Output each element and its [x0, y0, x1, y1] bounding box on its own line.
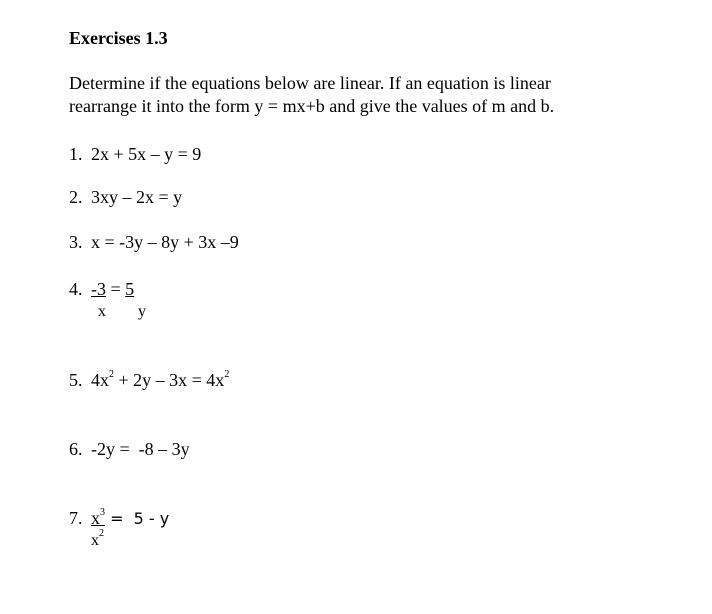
exponent: 2 [99, 528, 104, 539]
denominator-left: x [98, 303, 106, 320]
numerator-left: -3 [91, 279, 106, 299]
exponent: 2 [109, 369, 114, 380]
page-title: Exercises 1.3 [69, 28, 168, 48]
instructions-line-1: Determine if the equations below are linear. If an equation is linear [69, 73, 551, 93]
term: 4x [91, 370, 109, 390]
exercise-7 [69, 508, 169, 529]
exercise-number: 7. [69, 508, 83, 528]
numerator [91, 508, 105, 528]
equation: -2y = -8 – 3y [91, 439, 190, 459]
exercise-5 [69, 370, 229, 391]
exercise-number: 2. [69, 187, 83, 207]
equation-rest: + 2y – 3x = 4x [114, 370, 225, 390]
exponent: 3 [100, 507, 105, 518]
instructions-line-2: rearrange it into the form y = mx+b and give the values of m and b. [69, 96, 555, 116]
numerator-base: x [91, 508, 100, 528]
exercise-2 [69, 187, 182, 208]
exercise-3 [69, 232, 239, 253]
exercise-number: 6. [69, 439, 83, 459]
denominator [91, 528, 104, 550]
exponent: 2 [224, 369, 230, 380]
equation: 3xy – 2x = y [91, 187, 183, 207]
denominator-right: y [138, 303, 146, 320]
equation: x = -3y – 8y + 3x –9 [91, 232, 239, 252]
equation-rest: = 5 - y [105, 509, 170, 528]
numerator-right: 5 [125, 279, 135, 299]
exercise-6 [69, 439, 190, 460]
exercise-number: 1. [69, 144, 83, 164]
exercise-4 [69, 279, 134, 300]
exercise-number: 4. [69, 279, 83, 299]
exercise-1 [69, 144, 201, 165]
equation: 2x + 5x – y = 9 [91, 144, 202, 164]
exercise-number: 5. [69, 370, 83, 390]
exercise-number: 3. [69, 232, 83, 252]
denominator-base: x [91, 532, 99, 549]
equals-sign: = [106, 279, 126, 299]
